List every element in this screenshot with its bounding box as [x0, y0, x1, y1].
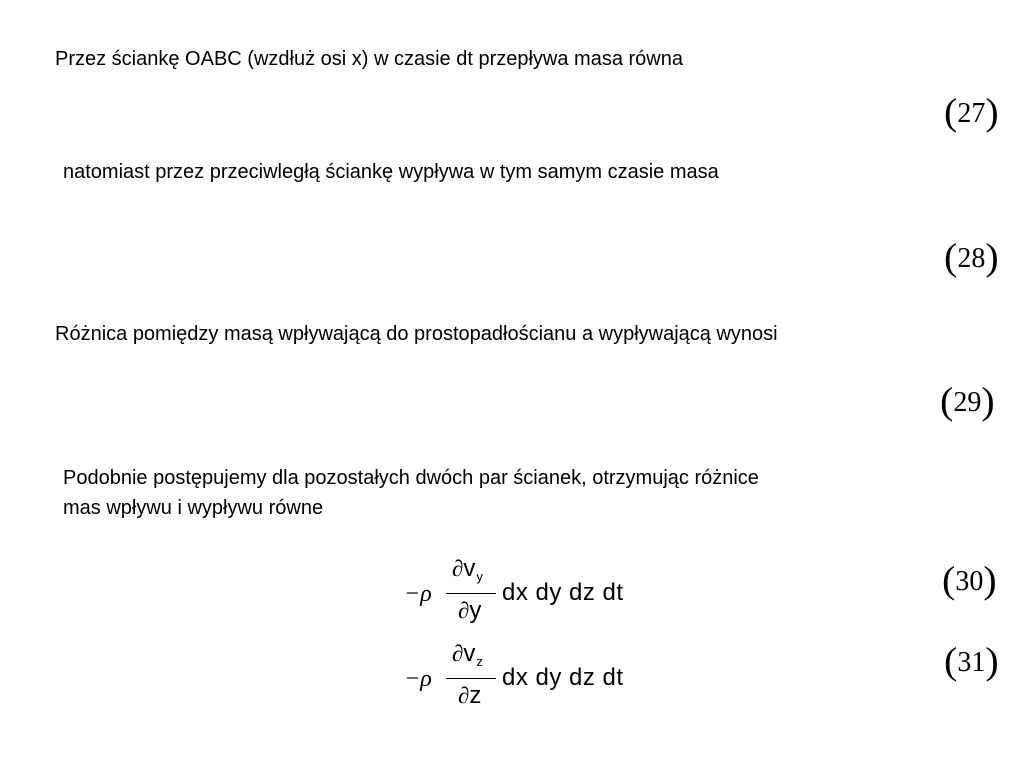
formula-31-den-var: z	[469, 682, 482, 709]
formula-31-denominator	[458, 682, 481, 710]
paren-open: (	[944, 639, 958, 682]
paren-open: (	[942, 558, 956, 601]
fraction-bar	[446, 678, 496, 679]
formula-31-num-var: v	[463, 640, 476, 667]
formula-30-num-subscript: y	[476, 569, 483, 584]
partial-symbol: ∂	[452, 556, 464, 581]
paren-open: (	[944, 90, 958, 133]
formula-30-prefix: −ρ	[404, 581, 432, 607]
equation-number-31-label: 31	[957, 647, 986, 678]
formula-31-differentials: dx dy dz dt	[502, 664, 624, 691]
formula-30-fraction	[446, 555, 498, 635]
fraction-bar	[446, 593, 496, 594]
equation-number-27	[944, 92, 999, 134]
formula-31	[404, 640, 684, 720]
text-paragraph-2: natomiast przez przeciwległą ściankę wypływa w tym samym czasie masa	[63, 161, 719, 183]
paren-close: )	[983, 558, 997, 601]
text-paragraph-4-line-1: Podobnie postępujemy dla pozostałych dwóch par ścianek, otrzymując różnice	[63, 467, 759, 489]
formula-31-fraction	[446, 640, 498, 720]
formula-30-differentials: dx dy dz dt	[502, 579, 624, 606]
partial-symbol: ∂	[458, 683, 470, 708]
paren-open: (	[940, 379, 954, 422]
text-paragraph-1: Przez ściankę OABC (wzdłuż osi x) w czasie dt przepływa masa równa	[55, 48, 683, 70]
formula-30-denominator	[458, 597, 481, 625]
equation-number-30	[942, 560, 997, 602]
partial-symbol: ∂	[458, 598, 470, 623]
equation-number-29	[940, 381, 995, 423]
formula-31-prefix: −ρ	[404, 666, 432, 692]
formula-30	[404, 555, 684, 635]
text-paragraph-4-line-2: mas wpływu i wypływu równe	[63, 497, 324, 519]
formula-31-numerator	[452, 640, 483, 669]
paren-close: )	[985, 235, 999, 278]
formula-30-den-var: y	[469, 597, 482, 624]
paren-close: )	[985, 639, 999, 682]
equation-number-28	[944, 237, 999, 279]
text-paragraph-3: Różnica pomiędzy masą wpływającą do prostopadłościanu a wypływającą wynosi	[55, 323, 778, 345]
formula-31-num-subscript: z	[476, 654, 483, 669]
equation-number-28-label: 28	[957, 243, 986, 274]
formula-30-num-var: v	[463, 555, 476, 582]
partial-symbol: ∂	[452, 641, 464, 666]
paren-close: )	[981, 379, 995, 422]
equation-number-27-label: 27	[957, 98, 986, 129]
equation-number-31	[944, 641, 999, 683]
formula-30-numerator	[452, 555, 483, 584]
equation-number-29-label: 29	[953, 387, 982, 418]
equation-number-30-label: 30	[955, 566, 984, 597]
paren-close: )	[985, 90, 999, 133]
paren-open: (	[944, 235, 958, 278]
